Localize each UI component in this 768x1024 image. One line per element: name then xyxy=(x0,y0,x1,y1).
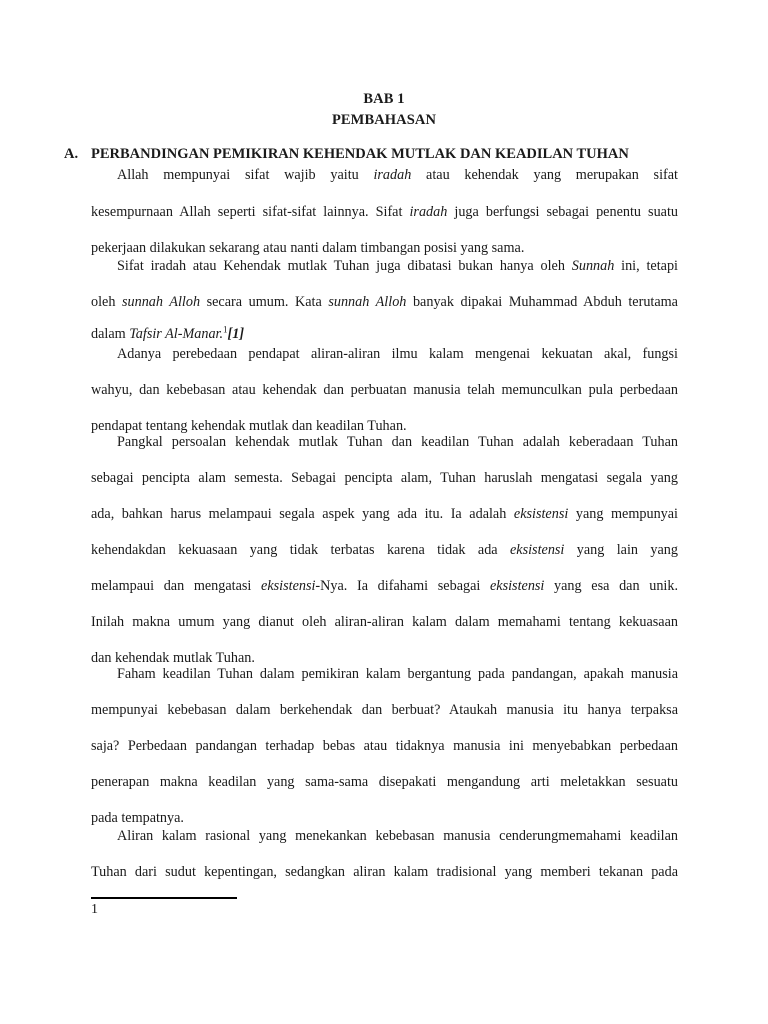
text-line xyxy=(91,863,678,881)
text-line xyxy=(91,381,678,399)
text-run: Allah mempunyai sifat wajib yaitu xyxy=(117,167,374,183)
text-run: Tafsir Al-Manar. xyxy=(129,326,224,342)
text-run: banyak dipakai Muhammad Abduh terutama xyxy=(406,294,678,310)
text-line xyxy=(117,665,678,683)
text-run: eksistensi xyxy=(261,578,316,594)
text-run: -Nya. Ia difahami sebagai xyxy=(315,578,490,594)
text-line xyxy=(117,433,678,451)
text-run: Faham keadilan Tuhan dalam pemikiran kalam bergantung pada pandangan, apakah manusia xyxy=(117,666,678,682)
text-run: wahyu, dan kebebasan atau kehendak dan perbuatan manusia telah memunculkan pula perbedaan xyxy=(91,382,678,398)
text-run: melampaui dan mengatasi xyxy=(91,578,262,594)
text-run: iradah xyxy=(409,204,448,220)
text-run: eksistensi xyxy=(490,578,545,594)
text-run: yang lain yang xyxy=(564,542,678,558)
text-line xyxy=(91,577,678,595)
text-line xyxy=(91,293,678,311)
text-line xyxy=(91,701,678,719)
chapter-number: BAB 1 xyxy=(363,91,405,107)
text-run: iradah xyxy=(373,167,412,183)
text-line xyxy=(91,809,678,827)
text-line xyxy=(117,257,678,275)
section-heading xyxy=(64,146,684,163)
text-run: saja? Perbedaan pandangan terhadap bebas atau tidaknya manusia ini menyebabkan perbedaan xyxy=(91,738,678,754)
text-run: mempunyai kebebasan dalam berkehendak dan berbuat? Ataukah manusia itu hanya terpaksa xyxy=(91,702,678,718)
text-line xyxy=(117,166,678,184)
text-run: Pangkal persoalan kehendak mutlak Tuhan dan keadilan Tuhan adalah keberadaan Tuhan xyxy=(117,434,678,450)
text-run: juga berfungsi sebagai penentu suatu xyxy=(447,204,678,220)
text-run: eksistensi xyxy=(510,542,565,558)
text-run: pendapat tentang kehendak mutlak dan keadilan Tuhan. xyxy=(91,418,407,434)
text-run: yang mempunyai xyxy=(568,506,678,522)
text-run: pekerjaan dilakukan sekarang atau nanti dalam timbangan posisi yang sama. xyxy=(91,240,525,256)
footnote-separator xyxy=(91,897,237,899)
text-line xyxy=(117,827,678,845)
text-line xyxy=(91,773,678,791)
text-run: dan kehendak mutlak Tuhan. xyxy=(91,650,255,666)
text-run: ada, bahkan harus melampaui segala aspek yang ada itu. Ia adalah xyxy=(91,506,514,522)
text-run: Inilah makna umum yang dianut oleh aliran-aliran kalam dalam memahami tentang kekuasaan xyxy=(91,614,678,630)
text-run: penerapan makna keadilan yang sama-sama disepakati mengandung arti meletakkan sesuatu xyxy=(91,774,678,790)
text-run: Tuhan dari sudut kepentingan, sedangkan aliran kalam tradisional yang memberi tekanan pada xyxy=(91,864,678,880)
text-run: Adanya perebedaan pendapat aliran-aliran ilmu kalam mengenai kekuatan akal, fungsi xyxy=(117,346,678,362)
text-run: eksistensi xyxy=(513,506,569,522)
text-run: Sifat iradah atau Kehendak mutlak Tuhan juga dibatasi bukan hanya oleh xyxy=(117,258,572,274)
text-line xyxy=(91,325,678,343)
text-run: [1] xyxy=(227,326,245,342)
text-line xyxy=(91,541,678,559)
text-run: ini, tetapi xyxy=(614,258,678,274)
text-line xyxy=(91,203,678,221)
text-run: sunnah Alloh xyxy=(328,294,407,310)
footnote-number: 1 xyxy=(91,902,98,917)
section-number: A. xyxy=(64,146,79,162)
text-line xyxy=(117,345,678,363)
footnote-marker: 1 xyxy=(223,324,228,335)
text-run: yang esa dan unik. xyxy=(544,578,678,594)
text-run: atau kehendak yang merupakan sifat xyxy=(411,167,678,183)
text-line xyxy=(91,505,678,523)
text-line xyxy=(91,239,678,257)
text-run: sebagai pencipta alam semesta. Sebagai pencipta alam, Tuhan haruslah mengatasi segala yang xyxy=(91,470,678,486)
text-run: sunnah Alloh xyxy=(122,294,201,310)
section-title: PERBANDINGAN PEMIKIRAN KEHENDAK MUTLAK DAN KEADILAN TUHAN xyxy=(91,146,629,162)
text-run: oleh xyxy=(91,294,122,310)
text-run: Aliran kalam rasional yang menekankan kebebasan manusia cenderungmemahami keadilan xyxy=(117,828,678,844)
chapter-title: PEMBAHASAN xyxy=(331,112,437,128)
text-line xyxy=(91,469,678,487)
text-run: kehendakdan kekuasaan yang tidak terbatas karena tidak ada xyxy=(91,542,510,558)
text-run: secara umum. Kata xyxy=(200,294,329,310)
text-run: kesempurnaan Allah seperti sifat-sifat lainnya. Sifat xyxy=(91,204,410,220)
text-run: dalam xyxy=(91,326,130,342)
text-run: Sunnah xyxy=(571,258,615,274)
text-run: pada tempatnya. xyxy=(91,810,184,826)
text-line xyxy=(91,737,678,755)
text-line xyxy=(91,613,678,631)
